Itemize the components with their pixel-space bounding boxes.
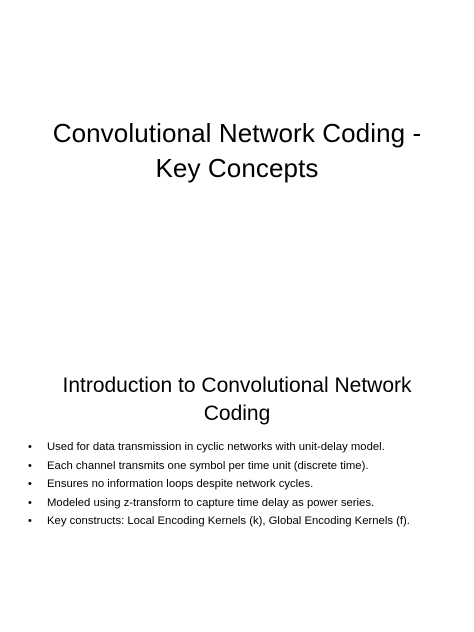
bullet-icon: • <box>28 496 32 509</box>
bullet-item <box>28 494 468 513</box>
bullet-item <box>28 512 468 531</box>
bullet-text: Each channel transmits one symbol per time unit (discrete time). <box>47 459 369 472</box>
section-heading-block <box>0 372 474 428</box>
bullet-icon: • <box>28 459 32 472</box>
main-title-line-1: Convolutional Network Coding - <box>52 118 422 148</box>
bullet-text: Used for data transmission in cyclic networks with unit-delay model. <box>47 441 385 453</box>
main-title <box>0 116 474 186</box>
bullet-item <box>28 475 468 494</box>
bullet-text: Key constructs: Local Encoding Kernels (k), Global Encoding Kernels (f). <box>47 515 410 527</box>
bullet-text: Modeled using z-transform to capture time delay as power series. <box>47 496 375 509</box>
bullet-item <box>28 438 468 457</box>
bullet-icon: • <box>28 478 32 490</box>
title-block <box>0 116 474 186</box>
bullet-item <box>28 457 468 476</box>
main-title-line-2: Key Concepts <box>155 153 319 183</box>
bullet-icon: • <box>28 441 32 453</box>
section-heading <box>0 372 474 428</box>
bullet-icon: • <box>28 515 32 527</box>
bullet-text: Ensures no information loops despite network cycles. <box>47 478 314 490</box>
section-heading-line-1: Introduction to Convolutional Network <box>62 374 412 397</box>
section-heading-line-2: Coding <box>203 402 271 425</box>
bullet-list <box>28 438 468 531</box>
